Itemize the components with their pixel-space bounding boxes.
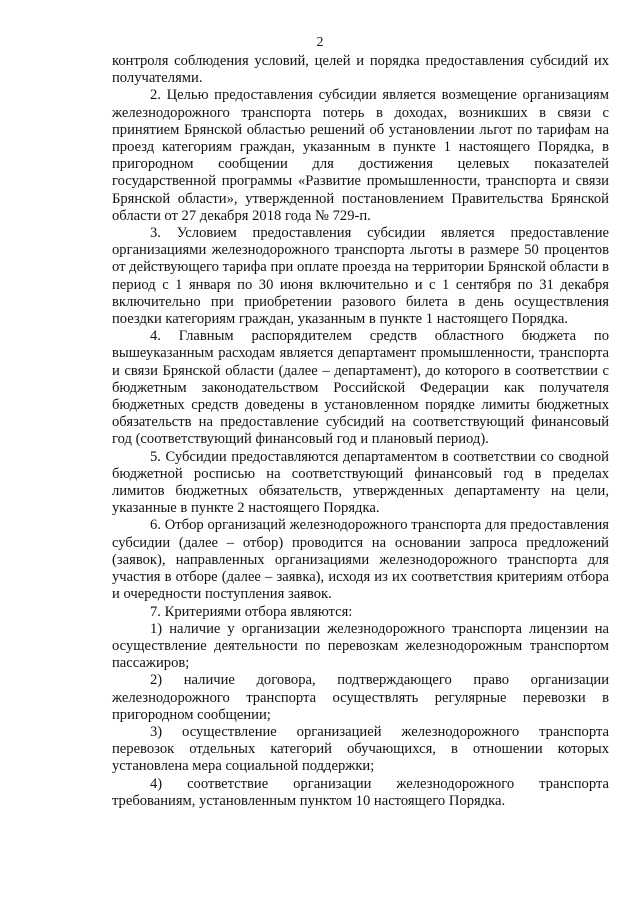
criteria-item-4: 4) соответствие организации железнодорожного транспорта требованиям, установленным пунктом 10 настоящего Порядка.	[112, 775, 609, 809]
document-body	[112, 53, 609, 810]
paragraph-6-selection: 6. Отбор организаций железнодорожного транспорта для предоставления субсидии (далее – отбор) проводится на основании запроса предложений (заявок), направленных организациями железнодорожного транспорта для участия в отборе (далее – заявка), исходя из их соответствия критериям отбора и очередности поступления заявок.	[112, 517, 609, 603]
paragraph-5-subsidies: 5. Субсидии предоставляются департаментом в соответствии со сводной бюджетной росписью на соответствующий финансовый год в пределах лимитов бюджетных обязательств, утвержденных департаменту на цели, указанные в пункте 2 настоящего Порядка.	[112, 448, 609, 517]
criteria-item-3: 3) осуществление организацией железнодорожного транспорта перевозок отдельных категорий обучающихся, в отношении которых установлена мера социальной поддержки;	[112, 723, 609, 775]
paragraph-7-criteria-heading: 7. Критериями отбора являются:	[150, 603, 353, 620]
paragraph-continuation: контроля соблюдения условий, целей и порядка предоставления субсидий их получателями.	[112, 53, 609, 87]
page-number: 2	[316, 35, 324, 50]
paragraph-2-purpose: 2. Целью предоставления субсидии является возмещение организациям железнодорожного транспорта потерь в доходах, возникших в связи с принятием Брянской областью решений об установлении льгот по тарифам на проезд категориям граждан, указанным в пункте 1 настоящего Порядка, в пригородном сообщении для достижения целевых показателей государственной программы «Развитие промышленности, транспорта и связи Брянской области», утвержденной постановлением Правительства Брянской области от 27 декабря 2018 года № 729-п.	[112, 87, 609, 224]
criteria-item-2: 2) наличие договора, подтверждающего право организации железнодорожного транспорта осуществлять регулярные перевозки в пригородном сообщении;	[112, 672, 609, 723]
paragraph-4-main-administrator: 4. Главным распорядителем средств областного бюджета по вышеуказанным расходам является департамент промышленности, транспорта и связи Брянской области (далее – департамент), до которого в соответствии с бюджетным законодательством Российской Федерации как получателя бюджетных средств доведены в установленном порядке лимиты бюджетных обязательств на предоставление субсидий на соответствующий финансовый год (соответствующий финансовый год и плановый период).	[112, 328, 609, 448]
paragraph-3-condition: 3. Условием предоставления субсидии является предоставление организациями железнодорожного транспорта льготы в размере 50 процентов от действующего тарифа при оплате проезда на территории Брянской области в период с 1 января по 30 июня включительно и с 1 сентября по 31 декабря включительно при приобретении разового билета в день осуществления поездки категориям граждан, указанным в пункте 1 настоящего Порядка.	[112, 225, 609, 328]
criteria-item-1: 1) наличие у организации железнодорожного транспорта лицензии на осуществление деятельности по перевозкам железнодорожным транспортом пассажиров;	[112, 620, 609, 672]
